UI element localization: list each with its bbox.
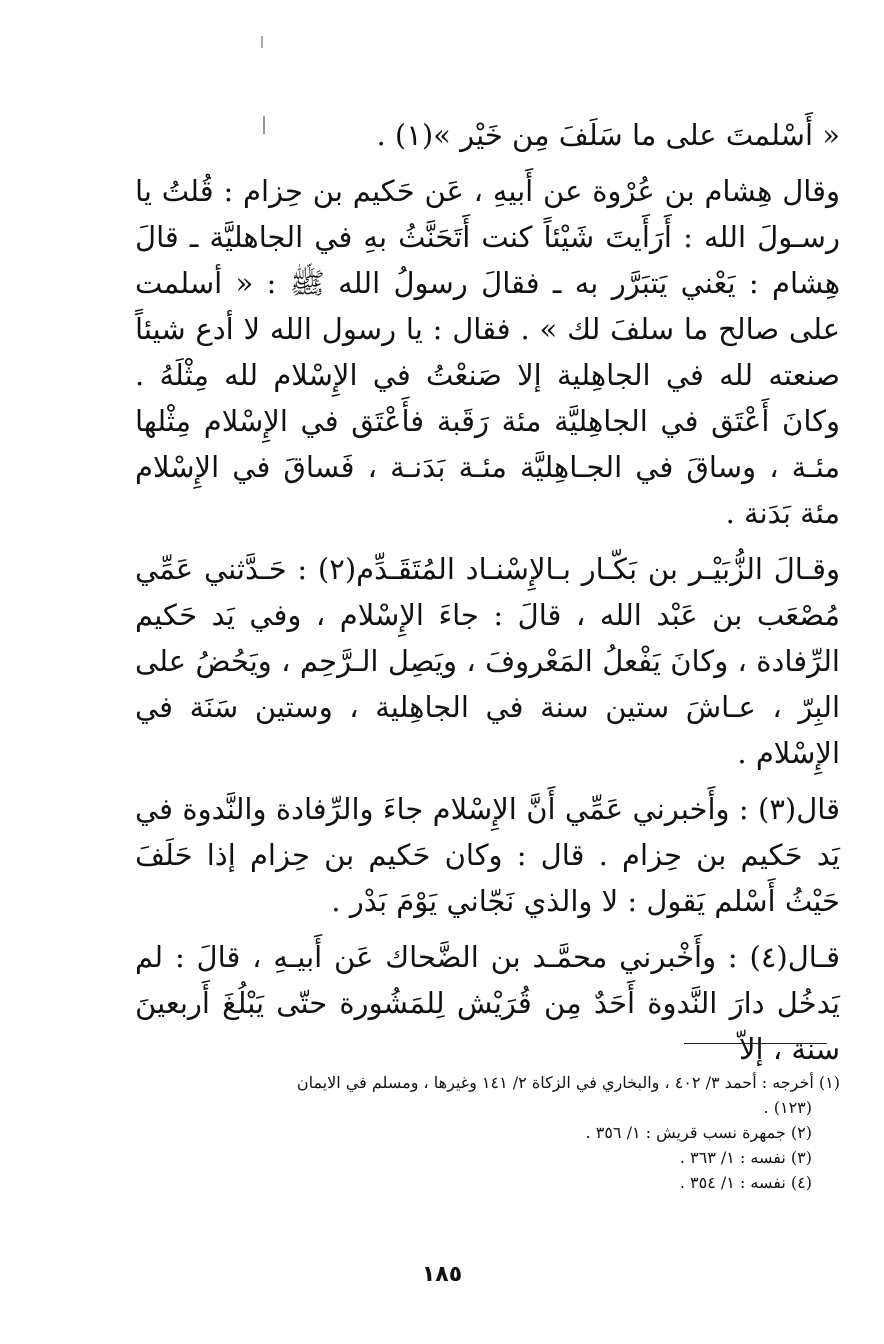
footnote-1-continuation: (١٢٣) . [763, 1098, 812, 1117]
paragraph-5: قـال(٤) : وأَخْبرني محمَّـد بن الضَّحاك عَن أَبيـهِ ، قالَ : لم يَدخُل دارَ النَّدوة أَحَدٌ مِن قُرَيْش لِلمَشُورة حتّى يَبْلُغَ أَربعينَ سنة ، إلاّ [135, 940, 840, 1066]
paragraph-3: وقـالَ الزُّبَيْـر بن بَكّـار بـالإِسْنـاد المُتَقَـدِّم(٢) : حَـدَّثني عَمِّي مُصْعَب بن عَبْد الله ، قالَ : جاءَ الإِسْلام ، وفي يَد حَكيم الرِّفادة ، وكانَ يَفْعلُ المَعْروفَ ، ويَصِل الـرَّحِم ، ويَحُضُ على البِرّ ، عـاشَ ستين سنة في الجاهِلية ، وستين سَنَة في الإِسْلام . [135, 552, 840, 770]
footnote-4: (٤) نفسه : ١/ ٣٥٤ . [679, 1173, 812, 1192]
page-number: ١٨٥ [421, 1262, 463, 1287]
footnote-divider [684, 1043, 827, 1044]
paragraph-4: قال(٣) : وأَخبرني عَمِّي أَنَّ الإِسْلام جاءَ والرِّفادة والنَّدوة في يَد حَكيم بن حِزام . قال : وكان حَكيم بن حِزام إذا حَلَفَ حَيْثُ أَسْلم يَقول : لا والذي نَجّاني يَوْمَ بَدْر . [135, 792, 840, 918]
paragraph-1: « أَسْلمتَ على ما سَلَفَ مِن خَيْر »(١) . [376, 118, 840, 152]
footnote-3: (٣) نفسه : ١/ ٣٦٣ . [679, 1148, 812, 1167]
paragraph-2: وقال هِشام بن عُرْوة عن أَبيهِ ، عَن حَكيم بن حِزام : قُلتُ يا رسـولَ الله : أَرَأَيتَ شَيْئاً كنت أَتَحَنَّثُ بهِ في الجاهليَّة ـ قالَ هِشام : يَعْني يَتبَرَّر به ـ فقالَ رسولُ الله ﷺ : « أسلمت على صالح ما سلفَ لك » . فقال : يا رسول الله لا أدع شيئاً صنعته لله في الجاهِلية إلا صَنعْتُ في الإِسْلام لله مِثْلَهُ . وكانَ أَعْتَق في الجاهِليَّة مئة رَقَبة فأَعْتَق في الإِسْلام مِثْلها مئـة ، وساقَ في الجـاهِليَّة مئـة بَدَنـة ، فَساقَ في الإِسْلام مئة بَدَنة . [135, 174, 840, 530]
footnote-1: (١) أخرجه : أحمد ٣/ ٤٠٢ ، والبخاري في الزكاة ٢/ ١٤١ وغيرها ، ومسلم في الايمان [296, 1073, 840, 1092]
footnotes [140, 1070, 840, 1195]
body-text [135, 112, 840, 1072]
footnote-2: (٢) جمهرة نسب قريش : ١/ ٣٥٦ . [585, 1123, 812, 1142]
